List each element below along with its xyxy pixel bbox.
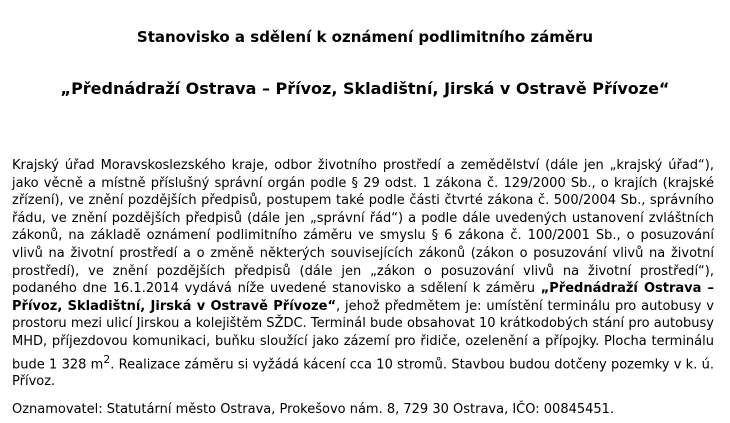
paragraph-description: , jehož předmětem je: umístění terminálu pro autobusy v prostoru mezi ulicí Jirskou a kolejištěm SŽDC. Terminál bude obsahovat 10 krátkodobých stání pro autobusy MHD, příjezdovou komunikaci, buňku sloužící jako zázemí pro řidiče, ozelenění a přípojky. Plocha terminálu bude 1 328 m	[12, 298, 714, 372]
body-paragraph	[12, 157, 714, 391]
paragraph-project-name: „Přednádraží Ostrava – Přívoz, Skladištní, Jirská v Ostravě Přívoze“	[12, 281, 714, 314]
area-unit-superscript: 2	[103, 352, 111, 366]
applicant-line: Oznamovatel: Statutární město Ostrava, Prokešovo nám. 8, 729 30 Ostrava, IČO: 00845451.	[12, 402, 615, 417]
document-heading: Stanovisko a sdělení k oznámení podlimitního záměru	[136, 28, 594, 46]
paragraph-description-end: . Realizace záměru si vyžádá kácení cca 10 stromů. Stavbou budou dotčeny pozemky v k. ú. Přívoz.	[12, 356, 715, 390]
paragraph-intro: Krajský úřad Moravskoslezského kraje, odbor životního prostředí a zemědělství (dále jen „krajský úřad“), jako věcně a místně příslušný správní orgán podle § 29 odst. 1 zákona č. 129/2000 Sb., o krajích (krajské zřízení), ve znění pozdějších předpisů, postupem také podle části čtvrté zákona č. 500/2004 Sb., správního řádu, ve znění pozdějších předpisů (dále jen „správní řád“) a podle dále uvedených ustanovení zvláštních zákonů, na základě oznámení podlimitního záměru ve smyslu § 6 zákona č. 100/2001 Sb., o posuzování vlivů na životní prostředí a o změně některých souvisejících zákonů (zákon o posuzování vlivů na životní prostředí), ve znění pozdějších předpisů (dále jen „zákon o posuzování vlivů na životní prostředí“), podaného dne 16.1.2014 vydává níže uvedené stanovisko a sdělení k záměru	[12, 158, 714, 297]
project-title: „Přednádraží Ostrava – Přívoz, Skladištní, Jirská v Ostravě Přívoze“	[60, 79, 670, 98]
